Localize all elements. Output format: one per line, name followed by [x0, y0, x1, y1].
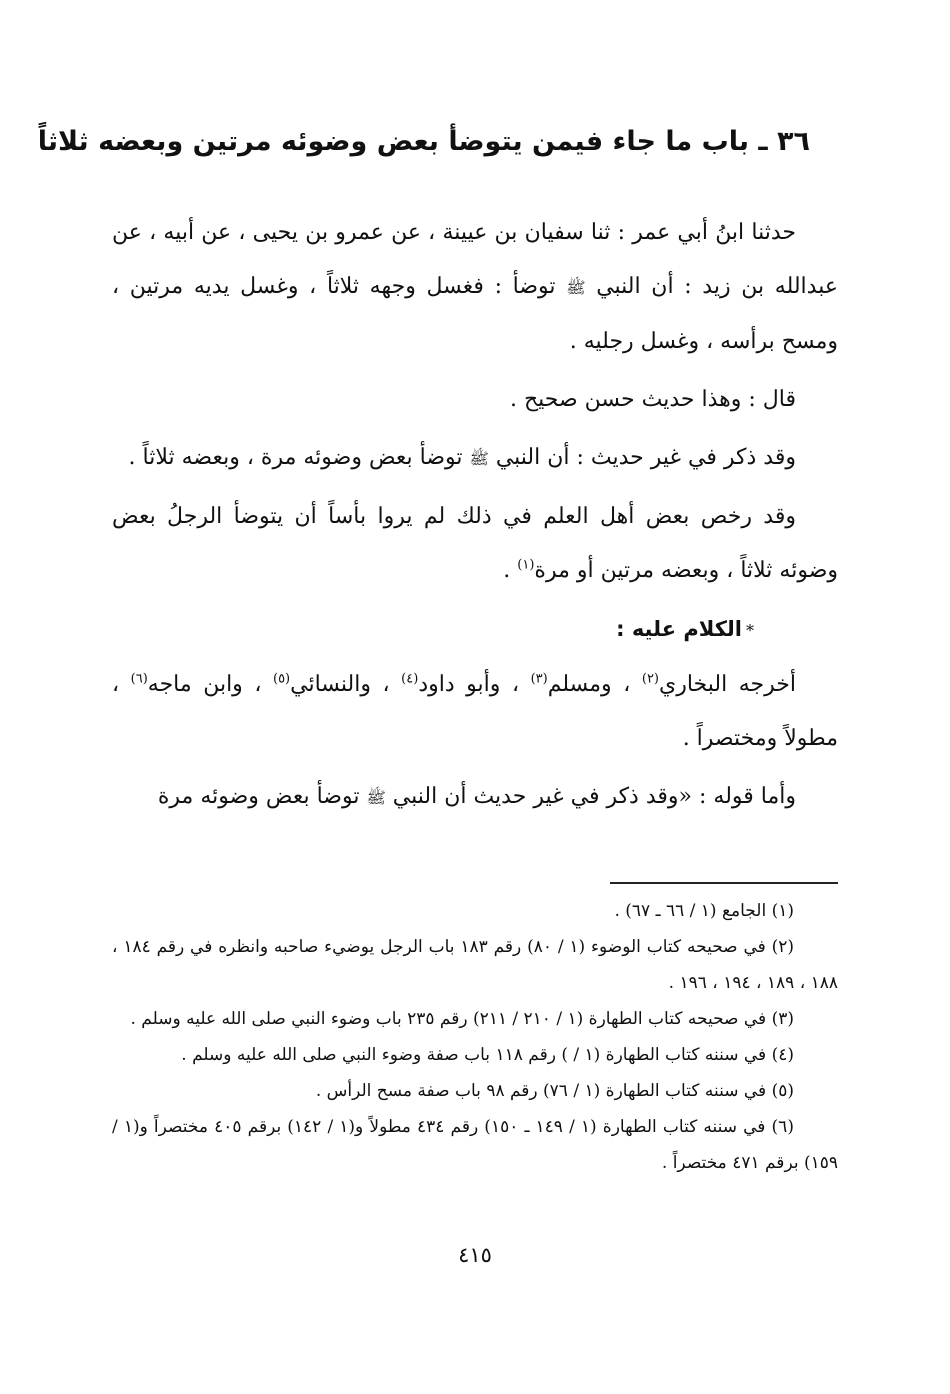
paragraph-grading: قال : وهذا حديث حسن صحيح .	[509, 387, 796, 412]
takhrij-ibn-majah: ، وابن ماجه	[147, 672, 273, 697]
salawat-glyph: ﷺ	[469, 449, 489, 468]
hadith-text-1: حدثنا ابنُ أبي عمر : ثنا سفيان بن عيينة ، عن عمرو بن يحيى ، عن أبيه ، عن عبدالله بن زيد : أن النبي	[112, 220, 838, 299]
section-heading: الكلام عليه :	[616, 617, 742, 641]
footnote-1: (١) الجامع (١ / ٦٦ ـ ٦٧) .	[614, 901, 794, 921]
discussion-text-2: توضأ بعض وضوئه مرة	[157, 784, 367, 809]
footnotes	[112, 893, 838, 1181]
paragraph-hadith	[112, 206, 838, 369]
paragraph-scholars	[112, 490, 838, 598]
footnote-4: (٤) في سننه كتاب الطهارة (١ / ) رقم ١١٨ باب صفة وضوء النبي صلى الله عليه وسلم .	[181, 1045, 794, 1065]
paragraph-discussion	[112, 770, 838, 825]
scholars-text-end: .	[503, 558, 518, 583]
scholars-text: وقد رخص بعض أهل العلم في ذلك لم يروا بأساً أن يتوضأ الرجلُ بعض وضوئه ثلاثاً ، وبعضه مرتين أو مرة	[112, 504, 838, 583]
other-narrations-text-1: وقد ذكر في غير حديث : أن النبي	[488, 445, 796, 470]
salawat-glyph: ﷺ	[566, 278, 586, 297]
takhrij-nasai: ، والنسائي	[290, 672, 402, 697]
footnote-ref-4[interactable]: (٤)	[401, 671, 419, 687]
footnote-5: (٥) في سننه كتاب الطهارة (١ / ٧٦) رقم ٩٨ باب صفة مسح الرأس .	[315, 1081, 794, 1101]
hadith-text-2: توضأ : فغسل وجهه ثلاثاً ، وغسل يديه مرتين ، ومسح برأسه ، وغسل رجليه .	[112, 274, 838, 354]
paragraph-other-narrations	[112, 431, 838, 486]
footnote-ref-2[interactable]: (٢)	[641, 671, 659, 687]
asterisk-icon: *	[746, 621, 754, 640]
footnote-ref-3[interactable]: (٣)	[530, 671, 548, 687]
takhrij-muslim: ، ومسلم	[547, 672, 642, 697]
main-text	[112, 206, 838, 825]
paragraph-takhrij	[112, 658, 838, 766]
footnote-divider	[610, 882, 838, 884]
salawat-glyph: ﷺ	[366, 788, 386, 807]
discussion-text-1: وأما قوله : «وقد ذكر في غير حديث أن النبي	[385, 784, 796, 809]
other-narrations-text-2: توضأ بعض وضوئه مرة ، وبعضه ثلاثاً .	[128, 445, 470, 470]
takhrij-abu-dawud: ، وأبو داود	[418, 672, 531, 697]
footnote-ref-1[interactable]: (١)	[517, 557, 535, 573]
section-heading-paragraph	[112, 602, 838, 658]
takhrij-bukhari: أخرجه البخاري	[659, 672, 796, 697]
footnote-ref-5[interactable]: (٥)	[272, 671, 291, 687]
footnote-6: (٦) في سننه كتاب الطهارة (١ / ١٤٩ ـ ١٥٠) رقم ٤٣٤ مطولاً و(١ / ١٤٢) برقم ٤٠٥ مختصراً و(١ / ١٥٩) برقم ٤٧١ مختصراً .	[112, 1117, 838, 1173]
takhrij-end: ، مطولاً ومختصراً .	[112, 672, 838, 751]
footnote-ref-6[interactable]: (٦)	[130, 671, 148, 687]
page-number: ٤١٥	[458, 1243, 492, 1267]
footnote-2: (٢) في صحيحه كتاب الوضوء (١ / ٨٠) رقم ١٨٣ باب الرجل يوضيء صاحبه وانظره في رقم ١٨٤ ، ١٨٨ ، ١٨٩ ، ١٩٤ ، ١٩٦ .	[112, 937, 838, 993]
chapter-title: ٣٦ ـ باب ما جاء فيمن يتوضأ بعض وضوئه مرتين وبعضه ثلاثاً	[37, 126, 810, 157]
footnote-3: (٣) في صحيحه كتاب الطهارة (١ / ٢١٠ / ٢١١) رقم ٢٣٥ باب وضوء النبي صلى الله عليه وسلم .	[130, 1009, 794, 1029]
